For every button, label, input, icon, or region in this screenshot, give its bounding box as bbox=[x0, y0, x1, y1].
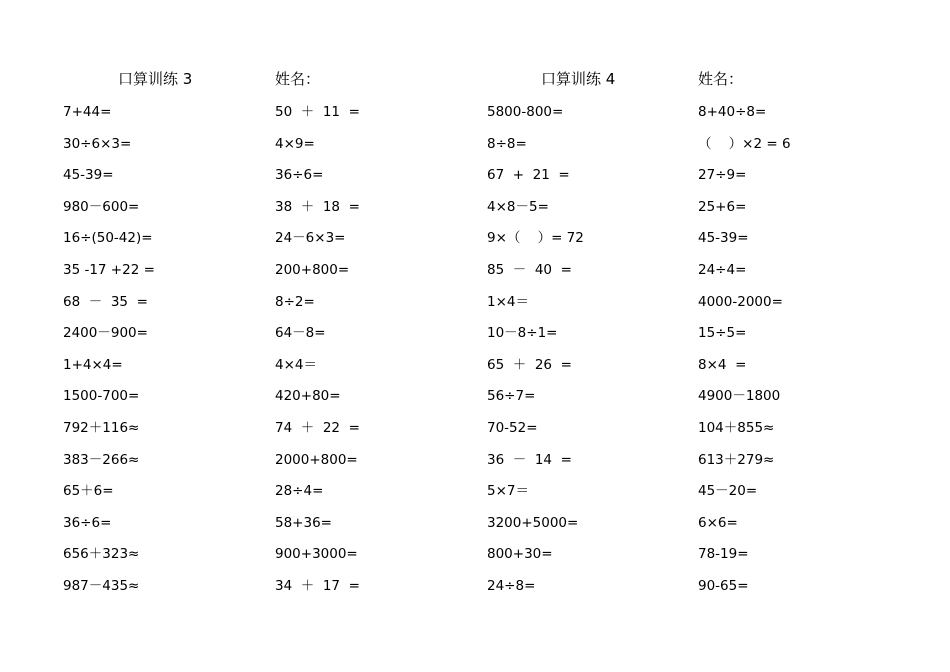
sheet4-column-a bbox=[487, 100, 584, 606]
problem-item: 27÷9= bbox=[698, 167, 747, 184]
problem-item: 65＋6= bbox=[63, 483, 114, 500]
problem-item: 987－435≈ bbox=[63, 577, 140, 594]
problem-item: 104＋855≈ bbox=[698, 419, 775, 436]
problem-item: 4900－1800 bbox=[698, 388, 781, 405]
problem-item: 3200+5000= bbox=[487, 514, 579, 531]
problem-item: 1+4×4= bbox=[63, 356, 123, 373]
problem-item: 4×4＝ bbox=[275, 356, 317, 373]
sheet3-column-b bbox=[275, 100, 360, 606]
problem-item: 74 ＋ 22 = bbox=[275, 419, 360, 436]
problem-item: 4000-2000= bbox=[698, 293, 783, 310]
problem-item: 85 － 40 = bbox=[487, 261, 572, 278]
problem-item: 613＋279≈ bbox=[698, 451, 775, 468]
problem-item: 50 ＋ 11 = bbox=[275, 104, 360, 120]
problem-item: 67 + 21 = bbox=[487, 167, 570, 184]
problem-item: 10－8÷1= bbox=[487, 325, 558, 342]
problem-item: 1500-700= bbox=[63, 388, 140, 405]
problem-item: 8÷2= bbox=[275, 293, 315, 310]
problem-item: 78-19= bbox=[698, 546, 749, 563]
problem-item: 30÷6×3= bbox=[63, 135, 132, 152]
problem-item: 7+44= bbox=[63, 104, 112, 120]
problem-item: 56÷7= bbox=[487, 388, 536, 405]
problem-item: 6×6= bbox=[698, 514, 738, 531]
problem-item: 5800-800= bbox=[487, 104, 564, 120]
problem-item: 24÷8= bbox=[487, 577, 536, 594]
problem-item: 792＋116≈ bbox=[63, 419, 140, 436]
problem-item: 2000+800= bbox=[275, 451, 358, 468]
problem-item: 4×9= bbox=[275, 135, 315, 152]
problem-item: 8÷8= bbox=[487, 135, 527, 152]
problem-item: 25+6= bbox=[698, 198, 747, 215]
sheet4-column-b bbox=[698, 100, 791, 606]
problem-item: 9×（ ）= 72 bbox=[487, 230, 584, 247]
problem-item: 2400－900= bbox=[63, 325, 148, 342]
problem-item: 980－600= bbox=[63, 198, 140, 215]
problem-item: 420+80= bbox=[275, 388, 341, 405]
sheet4-title: 口算训练 4 bbox=[541, 70, 616, 88]
problem-item: 70-52= bbox=[487, 419, 538, 436]
problem-item: 8+40÷8= bbox=[698, 104, 767, 120]
problem-item: 24÷4= bbox=[698, 261, 747, 278]
problem-item: 656＋323≈ bbox=[63, 546, 140, 563]
problem-item: 36÷6= bbox=[63, 514, 112, 531]
problem-item: 58+36= bbox=[275, 514, 332, 531]
problem-item: 5×7＝ bbox=[487, 483, 529, 500]
problem-item: 90-65= bbox=[698, 577, 749, 594]
problem-item: 36 － 14 = bbox=[487, 451, 572, 468]
problem-item: 15÷5= bbox=[698, 325, 747, 342]
problem-item: 45-39= bbox=[698, 230, 749, 247]
problem-item: 65 ＋ 26 = bbox=[487, 356, 572, 373]
problem-item: 800+30= bbox=[487, 546, 553, 563]
problem-item: 16÷(50-42)= bbox=[63, 230, 153, 247]
problem-item: 8×4 = bbox=[698, 356, 747, 373]
problem-item: 28÷4= bbox=[275, 483, 324, 500]
sheet3-name-label: 姓名： bbox=[275, 70, 321, 88]
problem-item: 35 -17 +22 = bbox=[63, 261, 155, 278]
sheet4-name-label: 姓名： bbox=[698, 70, 744, 88]
problem-item: 68 － 35 = bbox=[63, 293, 148, 310]
problem-item: 34 ＋ 17 = bbox=[275, 577, 360, 594]
problem-item: 45－20= bbox=[698, 483, 758, 500]
problem-item: 38 ＋ 18 = bbox=[275, 198, 360, 215]
problem-item: 64－8= bbox=[275, 325, 326, 342]
problem-item: 1×4＝ bbox=[487, 293, 529, 310]
problem-item: （ ）×2 = 6 bbox=[698, 135, 791, 152]
problem-item: 36÷6= bbox=[275, 167, 324, 184]
problem-item: 45-39= bbox=[63, 167, 114, 184]
sheet3-column-a bbox=[63, 100, 155, 606]
problem-item: 24－6×3= bbox=[275, 230, 346, 247]
sheet3-title: 口算训练 3 bbox=[118, 70, 193, 88]
problem-item: 200+800= bbox=[275, 261, 350, 278]
problem-item: 900+3000= bbox=[275, 546, 358, 563]
problem-item: 4×8－5= bbox=[487, 198, 549, 215]
problem-item: 383－266≈ bbox=[63, 451, 140, 468]
